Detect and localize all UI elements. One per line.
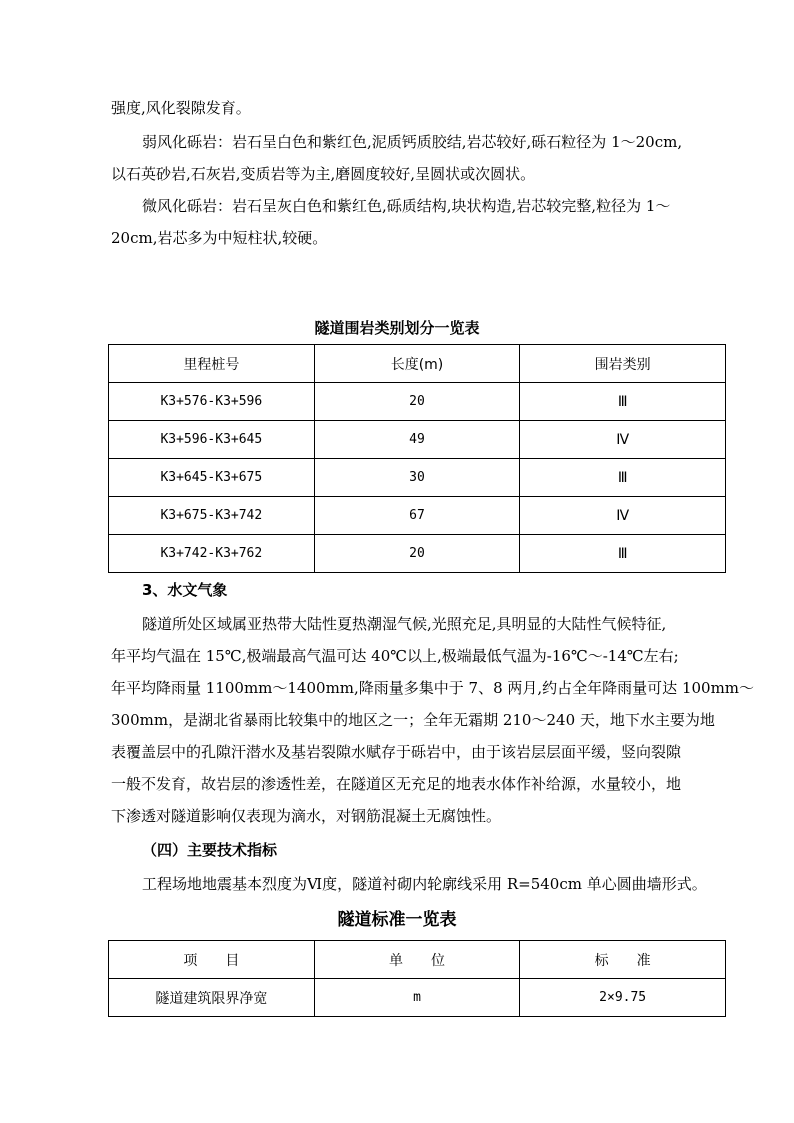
paragraph-line: 20cm,岩芯多为中短柱状,较硬。 [111, 229, 328, 247]
table-cell: 67 [314, 497, 520, 535]
rock-class-table [108, 344, 726, 573]
table-cell: Ⅳ [520, 421, 726, 459]
paragraph-line: 一般不发育，故岩层的渗透性差，在隧道区无充足的地表水体作补给源，水量较小，地 [111, 775, 682, 793]
tunnel-standard-table [108, 940, 726, 1017]
table-cell: 49 [314, 421, 520, 459]
paragraph-line: 以石英砂岩,石灰岩,变质岩等为主,磨圆度较好,呈圆状或次圆状。 [111, 165, 536, 183]
table-header-cell: 长度(m) [314, 345, 520, 383]
table-caption: 隧道围岩类别划分一览表 [314, 319, 480, 337]
table-cell: Ⅲ [520, 459, 726, 497]
section-heading: 3、水文气象 [142, 581, 228, 599]
table-row [109, 979, 726, 1017]
table-cell: 20 [314, 535, 520, 573]
table-cell: Ⅲ [520, 535, 726, 573]
paragraph-line: 300mm，是湖北省暴雨比较集中的地区之一；全年无霜期 210～240 天，地下水主要为地 [111, 711, 715, 729]
table-cell: Ⅲ [520, 383, 726, 421]
table-cell: K3+576-K3+596 [109, 383, 315, 421]
table-header-cell: 标 准 [520, 941, 726, 979]
table-row [109, 535, 726, 573]
table-cell: 2×9.75 [520, 979, 726, 1017]
table-header-cell: 单 位 [314, 941, 520, 979]
paragraph-line: 下渗透对隧道影响仅表现为滴水，对钢筋混凝土无腐蚀性。 [111, 807, 502, 825]
table-header-cell: 项 目 [109, 941, 315, 979]
table-header-row [109, 345, 726, 383]
table-row [109, 421, 726, 459]
section-heading: （四）主要技术指标 [142, 841, 278, 859]
paragraph-line: 微风化砾岩：岩石呈灰白色和紫红色,砾质结构,块状构造,岩芯较完整,粒径为 1～ [142, 197, 671, 215]
paragraph-line: 弱风化砾岩：岩石呈白色和紫红色,泥质钙质胶结,岩芯较好,砾石粒径为 1～20cm, [142, 133, 683, 151]
table-cell: K3+596-K3+645 [109, 421, 315, 459]
table-cell: K3+645-K3+675 [109, 459, 315, 497]
table-header-row [109, 941, 726, 979]
table-cell: 隧道建筑限界净宽 [109, 979, 315, 1017]
table-row [109, 497, 726, 535]
table-row [109, 383, 726, 421]
table-header-cell: 围岩类别 [520, 345, 726, 383]
paragraph-line: 年平均气温在 15℃,极端最高气温可达 40℃以上,极端最低气温为-16℃～-14℃左右; [111, 647, 679, 665]
table-row [109, 459, 726, 497]
table-cell: 20 [314, 383, 520, 421]
paragraph-line: 强度,风化裂隙发育。 [111, 99, 251, 117]
paragraph-line: 隧道所处区域属亚热带大陆性夏热潮湿气候,光照充足,具明显的大陆性气候特征, [142, 615, 667, 633]
table-header-cell: 里程桩号 [109, 345, 315, 383]
table-caption: 隧道标准一览表 [337, 910, 457, 930]
table-cell: m [314, 979, 520, 1017]
paragraph-line: 表覆盖层中的孔隙汗潜水及基岩裂隙水赋存于砾岩中，由于该岩层层面平缓，竖向裂隙 [111, 743, 682, 761]
table-cell: Ⅳ [520, 497, 726, 535]
paragraph-line: 年平均降雨量 1100mm～1400mm,降雨量多集中于 7、8 两月,约占全年降雨量可达 100mm～ [111, 679, 755, 697]
table-cell: 30 [314, 459, 520, 497]
paragraph-line: 工程场地地震基本烈度为Ⅵ度，隧道衬砌内轮廓线采用 R=540cm 单心圆曲墙形式。 [142, 875, 707, 893]
table-cell: K3+742-K3+762 [109, 535, 315, 573]
table-cell: K3+675-K3+742 [109, 497, 315, 535]
